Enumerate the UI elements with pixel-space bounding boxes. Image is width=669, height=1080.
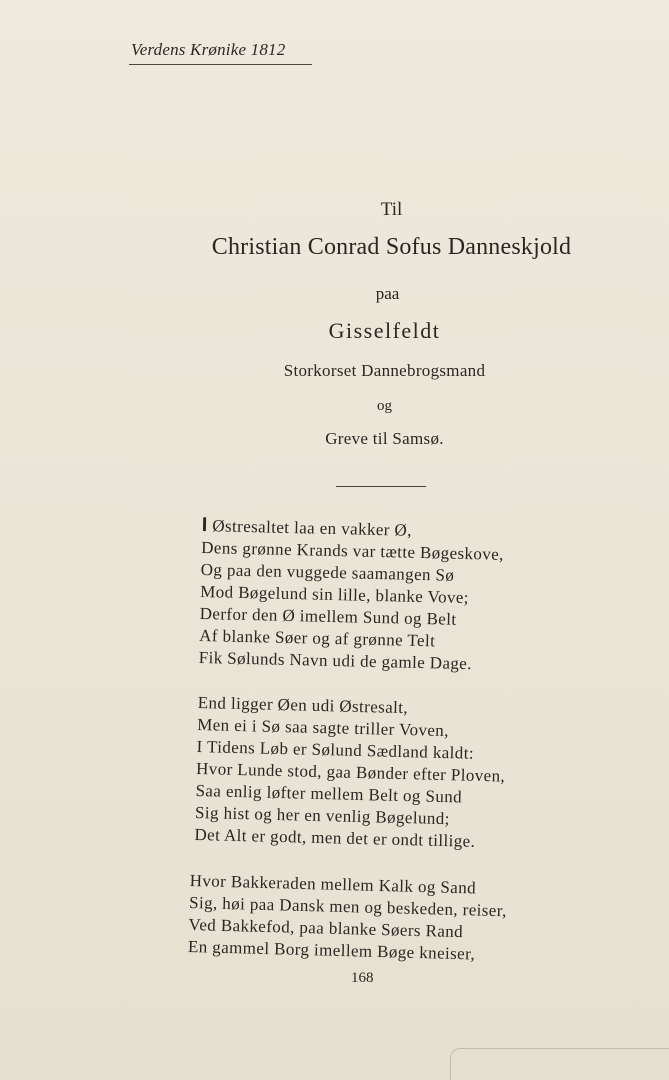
poem-line: Og paa den vuggede saamangen Sø bbox=[200, 559, 455, 585]
poem-line: Hvor Lunde stod, gaa Bønder efter Ploven, bbox=[195, 758, 506, 786]
dedication-title-1: Storkorset Dannebrogsmand bbox=[283, 361, 486, 380]
dedication-estate: Gisselfeldt bbox=[328, 318, 441, 343]
poem-line: Sig, høi paa Dansk men og beskeden, reiser, bbox=[188, 892, 508, 921]
poem-line: Men ei i Sø saa sagte triller Voven, bbox=[196, 714, 450, 741]
running-head: Verdens Krønike 1812 bbox=[131, 40, 286, 59]
dedication-til: Til bbox=[380, 199, 403, 220]
poem-line: Ved Bakkefod, paa blanke Søers Rand bbox=[188, 914, 464, 942]
dedication-paa: paa bbox=[375, 284, 400, 303]
poem-stanza-1 bbox=[198, 514, 504, 676]
poem-line: Mod Bøgelund sin lille, blanke Vove; bbox=[200, 581, 470, 608]
poem-line: Dens grønne Krands var tætte Bøgeskove, bbox=[201, 537, 505, 564]
dedication-og: og bbox=[377, 398, 392, 414]
poem-line: Det Alt er godt, men det er ondt tillige. bbox=[194, 824, 476, 851]
poem-line: Saa enlig løfter mellem Belt og Sund bbox=[195, 780, 463, 807]
section-divider bbox=[336, 486, 426, 487]
poem-stanza-2 bbox=[194, 692, 507, 854]
poem-line: En gammel Borg imellem Bøge kneiser, bbox=[187, 936, 476, 964]
running-head-rule bbox=[129, 64, 312, 65]
poem-line: Af blanke Søer og af grønne Telt bbox=[199, 625, 436, 651]
page-number: 168 bbox=[351, 970, 374, 986]
poem-stanza-3 bbox=[188, 870, 508, 966]
drop-cap: I bbox=[201, 514, 208, 537]
poem-line: Derfor den Ø imellem Sund og Belt bbox=[199, 603, 457, 629]
poem-line: Fik Sølunds Navn udi de gamle Dage. bbox=[198, 647, 473, 674]
poem-line-text: Østresaltet laa en vakker Ø, bbox=[207, 516, 413, 540]
next-page-edge bbox=[450, 1048, 669, 1080]
poem-line: I Tidens Løb er Sølund Sædland kaldt: bbox=[196, 736, 475, 763]
dedication-title-2: Greve til Samsø. bbox=[325, 429, 444, 448]
dedication-name: Christian Conrad Sofus Danneskjold bbox=[211, 234, 572, 260]
poem-line: Sig hist og her en venlig Bøgelund; bbox=[194, 802, 451, 829]
poem-line: End ligger Øen udi Østresalt, bbox=[197, 692, 409, 718]
poem-line: Hvor Bakkeraden mellem Kalk og Sand bbox=[189, 870, 477, 898]
